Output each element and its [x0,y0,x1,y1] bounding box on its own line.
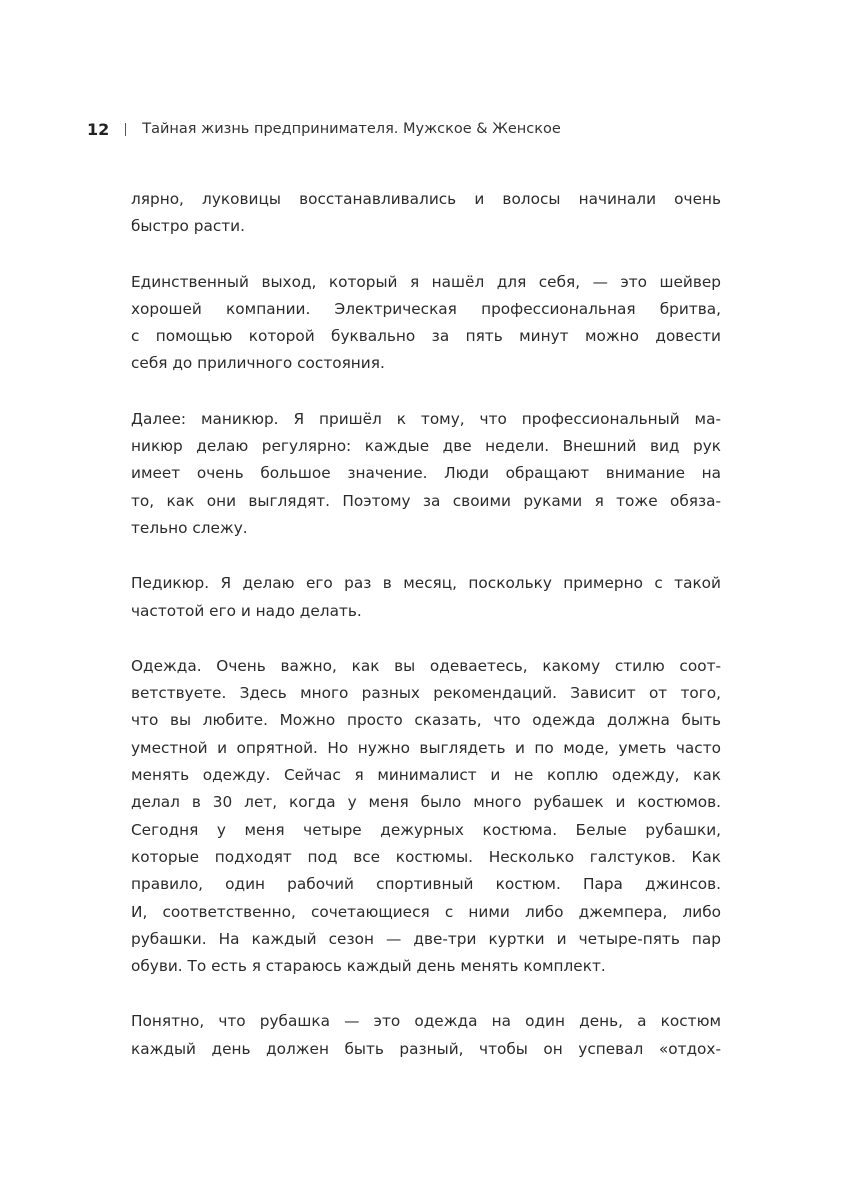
text-line: хорошей компании. Электрическая профессиональная бритва, [131,299,721,318]
text-line: тельно слежу. [131,518,248,537]
body-text [131,186,721,1091]
text-line: что вы любите. Можно просто сказать, что одежда должна быть [131,711,721,730]
running-header [87,117,561,141]
paragraph [131,406,721,542]
text-line: имеет очень большое значение. Люди обращают внимание на [131,464,721,483]
text-line: Понятно, что рубашка — это одежда на один день, а костюм [131,1012,721,1031]
paragraph [131,269,721,378]
text-line: лярно, луковицы восстанавливались и волосы начинали очень [131,190,721,208]
text-line: быстро расти. [131,217,245,236]
paragraph [131,1008,721,1063]
text-line: Единственный выход, который я нашёл для себя, — это шейвер [131,272,721,291]
header-separator [125,123,126,136]
text-line: правило, один рабочий спортивный костюм. Пара джинсов. [131,875,721,894]
text-line: делал в 30 лет, когда у меня было много рубашек и костюмов. [131,793,721,812]
text-line: с помощью которой буквально за пять минут можно довести [131,327,721,346]
paragraph [131,653,721,981]
paragraph [131,186,721,241]
book-title: Тайная жизнь предпринимателя. Мужское & Женское [142,121,561,137]
text-line: менять одежду. Сейчас я минималист и не коплю одежду, как [131,766,721,785]
text-line: Сегодня у меня четыре дежурных костюма. Белые рубашки, [131,820,721,839]
text-line: то, как они выглядят. Поэтому за своими руками я тоже обяза- [131,491,721,510]
text-line: Педикюр. Я делаю его раз в месяц, поскольку примерно с такой [131,574,721,593]
paragraph [131,570,721,625]
text-line: ветствуете. Здесь много разных рекомендаций. Зависит от того, [131,684,721,703]
text-line: обуви. То есть я стараюсь каждый день менять комплект. [131,957,606,976]
text-line: рубашки. На каждый сезон — две-три куртки и четыре-пять пар [131,929,721,948]
text-line: уместной и опрятной. Но нужно выглядеть и по моде, уметь часто [131,738,721,757]
text-line: никюр делаю регулярно: каждые две недели. Внешний вид рук [131,437,721,456]
text-line: которые подходят под все костюмы. Несколько галстуков. Как [131,847,721,866]
text-line: каждый день должен быть разный, чтобы он успевал «отдох- [131,1039,721,1058]
text-line: частотой его и надо делать. [131,601,362,620]
text-line: Одежда. Очень важно, как вы одеваетесь, какому стилю соот- [131,656,721,675]
page-number: 12 [87,119,110,139]
text-line: И, соответственно, сочетающиеся с ними либо джемпера, либо [131,902,721,921]
text-line: себя до приличного состояния. [131,354,385,373]
text-line: Далее: маникюр. Я пришёл к тому, что профессиональный ма- [131,409,721,428]
